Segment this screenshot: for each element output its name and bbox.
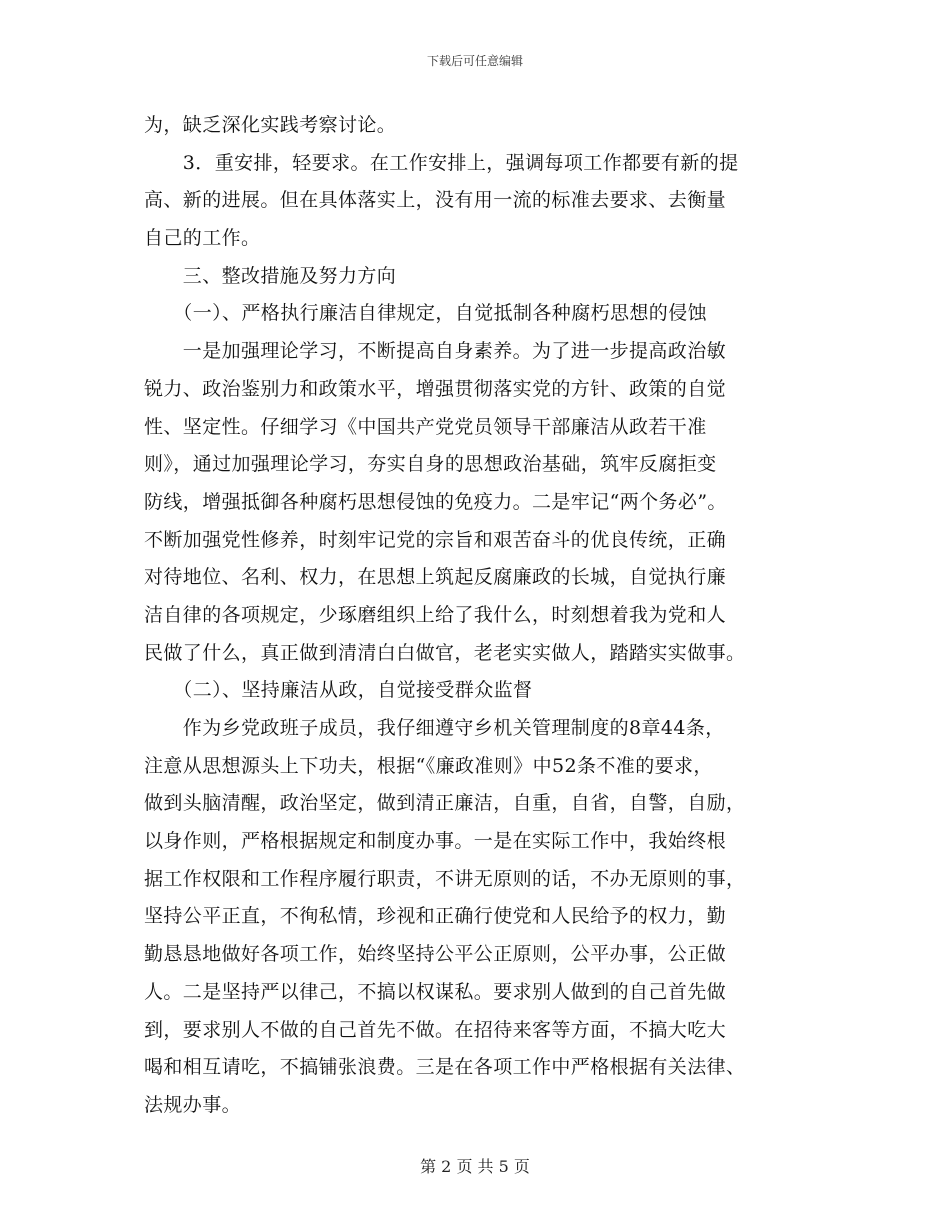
subsection-heading: （二）、坚持廉洁从政，自觉接受群众监督 — [144, 679, 533, 702]
text-line: 为，缺乏深化实践考察讨论。 — [144, 114, 397, 136]
text-line: 据工作权限和工作程序履行职责，不讲无原则的话，不办无原则的事， — [144, 867, 746, 890]
page-number-footer: 第 2 页 共 5 页 — [420, 1157, 530, 1176]
text-line: 注意从思想源头上下功夫，根据“《廉政准则》中52条不准的要求， — [144, 754, 713, 777]
text-line: 锐力、政治鉴别力和政策水平，增强贯彻落实党的方针、政策的自觉 — [144, 377, 727, 400]
text-line: 3．重安排，轻要求。在工作安排上，强调每项工作都要有新的提 — [144, 151, 739, 174]
text-line: 对待地位、名利、权力，在思想上筑起反腐廉政的长城，自觉执行廉 — [144, 566, 727, 589]
text-line: 不断加强党性修养，时刻牢记党的宗旨和艰苦奋斗的优良传统，正确 — [144, 528, 727, 551]
page-header: 下载后可任意编辑 — [426, 54, 523, 68]
text-line: 一是加强理论学习，不断提高自身素养。为了进一步提高政治敏 — [144, 340, 727, 363]
section-heading: 三、整改措施及努力方向 — [144, 264, 397, 287]
text-line: 作为乡党政班子成员，我仔细遵守乡机关管理制度的8章44条， — [144, 717, 725, 739]
text-line: 到，要求别人不做的自己首先不做。在招待来客等方面，不搞大吃大 — [144, 1018, 727, 1041]
subsection-heading: （一）、严格执行廉洁自律规定，自觉抵制各种腐朽思想的侵蚀 — [144, 302, 708, 325]
text-line: 做到头脑清醒，政治坚定，做到清正廉洁，自重，自省，自警，自励， — [144, 792, 746, 815]
text-line: 勤恳恳地做好各项工作，始终坚持公平公正原则，公平办事，公正做 — [144, 943, 727, 966]
text-line: 则》，通过加强理论学习，夯实自身的思想政治基础，筑牢反腐拒变 — [144, 453, 717, 476]
text-line: 法规办事。 — [144, 1093, 242, 1116]
text-line: 自己的工作。 — [144, 227, 261, 250]
text-line: 坚持公平正直，不徇私情，珍视和正确行使党和人民给予的权力，勤 — [144, 905, 727, 928]
text-line: 喝和相互请吃，不搞铺张浪费。三是在各项工作中严格根据有关法律、 — [144, 1056, 746, 1079]
text-line: 洁自律的各项规定，少琢磨组织上给了我什么，时刻想着我为党和人 — [144, 603, 727, 626]
document-body — [144, 107, 809, 1125]
text-line: 高、新的进展。但在具体落实上，没有用一流的标准去要求、去衡量 — [144, 189, 727, 212]
text-line: 人。二是坚持严以律己，不搞以权谋私。要求别人做到的自己首先做 — [144, 980, 727, 1003]
text-line: 以身作则，严格根据规定和制度办事。一是在实际工作中，我始终根 — [144, 830, 727, 853]
text-line: 民做了什么，真正做到清清白白做官，老老实实做人，踏踏实实做事。 — [144, 641, 746, 664]
text-line: 防线，增强抵御各种腐朽思想侵蚀的免疫力。二是牢记“两个务必”。 — [144, 490, 727, 513]
text-line: 性、坚定性。仔细学习《中国共产党党员领导干部廉洁从政若干准 — [144, 415, 707, 438]
